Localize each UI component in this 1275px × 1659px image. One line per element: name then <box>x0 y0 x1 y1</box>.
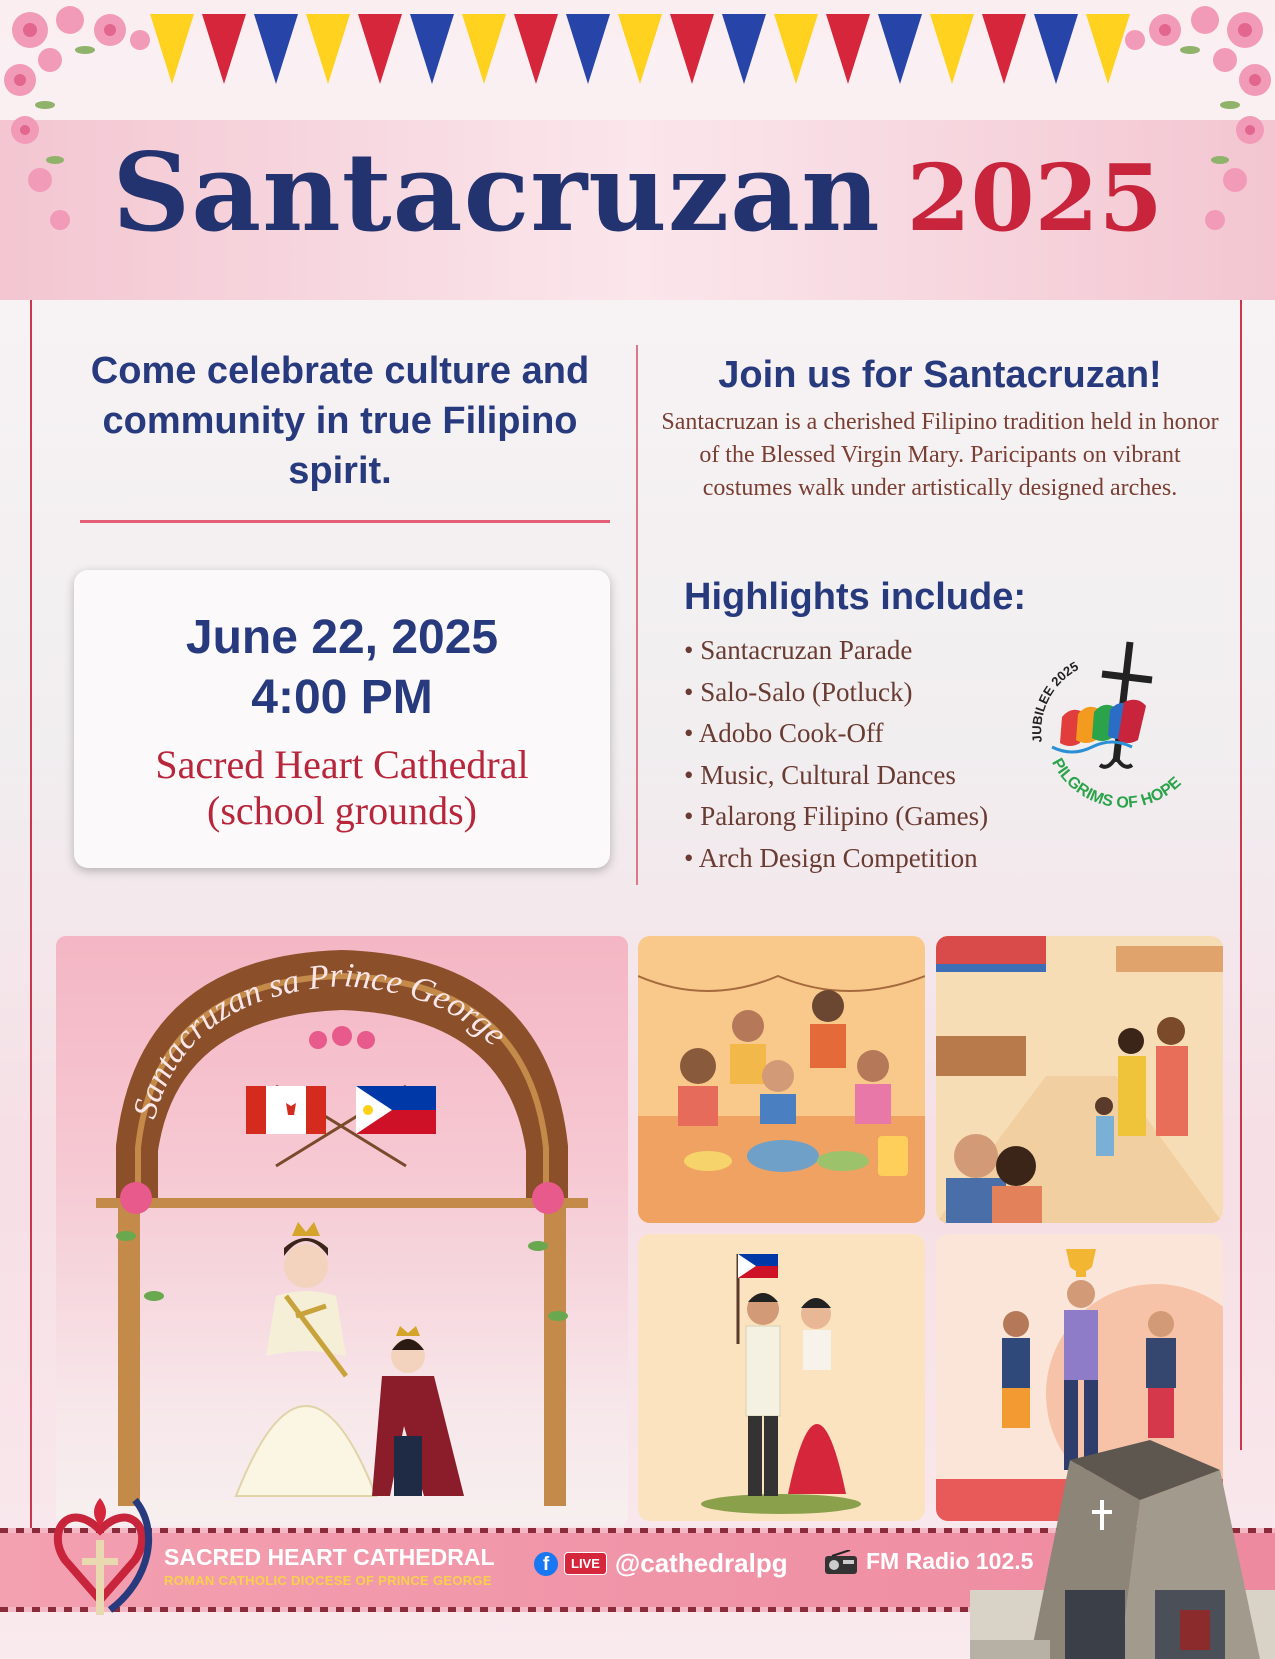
page-title <box>0 130 1275 256</box>
santacruzan-arch-illustration <box>56 936 628 1526</box>
title-main: Santacruzan <box>112 130 881 256</box>
jubilee-2025-logo <box>1012 632 1212 832</box>
social-handle[interactable] <box>534 1548 788 1579</box>
highlight-item: • Palarong Filipino (Games) <box>684 801 989 831</box>
market-illustration <box>936 936 1223 1223</box>
highlight-item: • Salo-Salo (Potluck) <box>684 676 913 707</box>
philippines-flag-icon <box>356 1086 436 1134</box>
arch-banner-text: Santacruzan sa Prince George <box>126 956 514 1123</box>
radio-label: FM Radio 102.5 <box>866 1548 1034 1574</box>
escort-figure <box>372 1326 464 1496</box>
highlights-list <box>684 630 988 879</box>
column-divider <box>636 345 638 885</box>
org-subtitle: ROMAN CATHOLIC DIOCESE OF PRINCE GEORGE <box>164 1573 492 1588</box>
tagline-divider <box>80 520 610 523</box>
highlights-title: Highlights include: <box>684 576 1026 618</box>
join-description: Santacruzan is a cherished Filipino tradition held in honor of the Blessed Virgin Mary. Paricipants on vibrant costumes walk under artistically designed arches. <box>661 409 1219 501</box>
title-year: 2025 <box>906 144 1163 252</box>
event-venue <box>74 742 610 834</box>
arch-svg <box>56 936 628 1526</box>
frame-right <box>1240 250 1242 1450</box>
svg-text:PILGRIMS OF HOPE <box>1048 756 1185 812</box>
potluck-illustration <box>638 936 925 1223</box>
canada-flag-icon <box>246 1086 326 1134</box>
event-details-card <box>74 570 610 868</box>
event-date: June 22, 2025 <box>185 611 499 664</box>
jubilee-top-text: JUBILEE 2025 <box>1029 658 1081 744</box>
venue-line-2: (school grounds) <box>207 788 477 833</box>
org-name: SACRED HEART CATHEDRAL <box>164 1544 495 1570</box>
highlight-item: • Arch Design Competition <box>684 842 978 873</box>
live-badge: LIVE <box>564 1552 607 1575</box>
reyna-figure <box>236 1222 376 1496</box>
radio-icon <box>824 1550 858 1574</box>
social-handle-text: @cathedralpg <box>614 1548 788 1578</box>
tagline: Come celebrate culture and community in true Filipino spirit. <box>90 350 590 492</box>
cathedral-building-image <box>970 1440 1275 1659</box>
cultural-dance-illustration <box>638 1234 925 1521</box>
venue-line-1: Sacred Heart Cathedral <box>155 742 529 787</box>
join-title: Join us for Santacruzan! <box>718 354 1162 396</box>
jubilee-bottom-text: PILGRIMS OF HOPE <box>1048 755 1185 812</box>
facebook-icon: f <box>534 1552 558 1576</box>
highlight-item: • Music, Cultural Dances <box>684 759 956 790</box>
highlight-item: • Santacruzan Parade <box>684 635 913 665</box>
bunting-decoration <box>150 14 1140 89</box>
highlight-item: • Adobo Cook-Off <box>684 718 884 748</box>
frame-left <box>30 290 32 1530</box>
event-time: 4:00 PM <box>251 671 433 724</box>
sacred-heart-logo <box>40 1490 160 1620</box>
